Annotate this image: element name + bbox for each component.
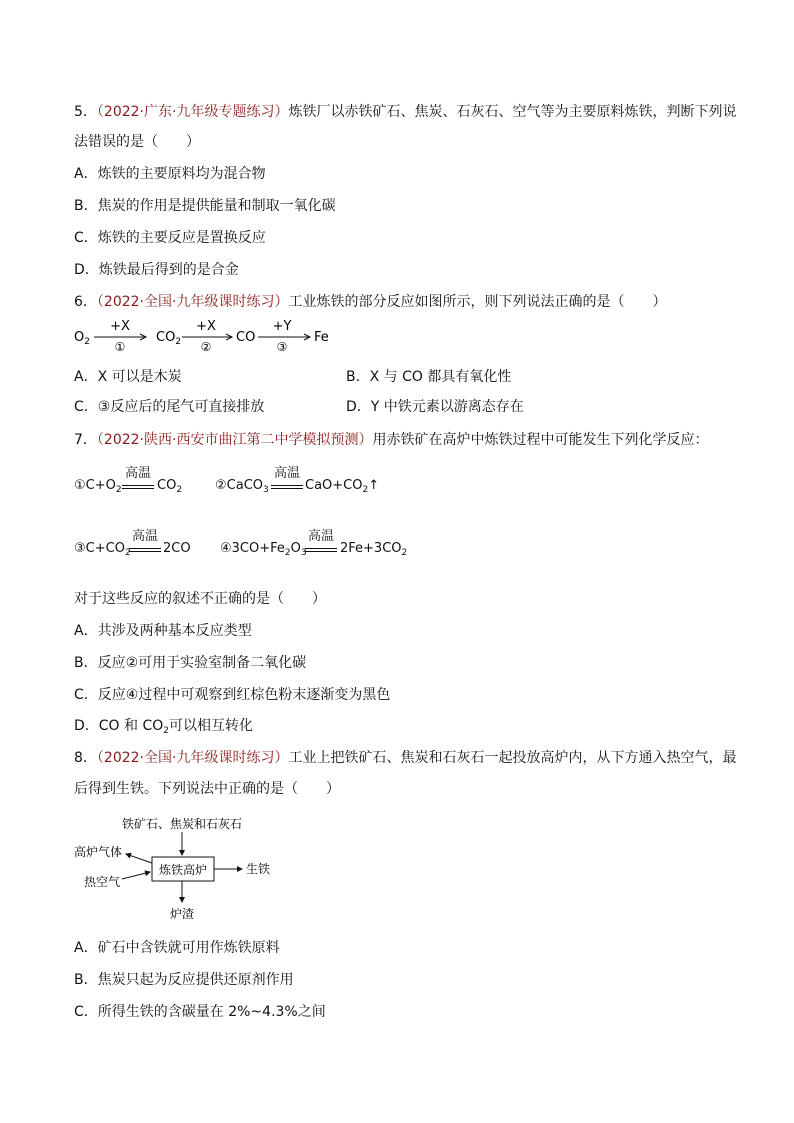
r2-condition: 高温 <box>273 466 300 481</box>
diagram-gas-out: 高炉气体 <box>74 845 123 859</box>
q5-stem-text: 炼铁厂以赤铁矿石、焦炭、石灰石、空气等为主要原料炼铁，判断下列说 <box>288 104 737 120</box>
q5-option-a[interactable]: A．炼铁的主要原料均为混合物 <box>74 166 266 182</box>
q6-option-c[interactable]: C．③反应后的尾气可直接排放 <box>74 399 265 415</box>
r3-lhs: $③C+CO_2$ <box>74 541 131 558</box>
diagram-slag: 炉渣 <box>169 907 195 921</box>
chain-co: CO <box>236 330 256 345</box>
arrow3-top-label: +Y <box>272 319 292 334</box>
air-in-arrow-icon <box>122 872 150 879</box>
q5-source: （2022·广东·九年级专题练习） <box>96 104 289 120</box>
diagram-furnace-label: 炼铁高炉 <box>158 863 208 877</box>
q7-option-b[interactable]: B．反应②可用于实验室制备二氧化碳 <box>74 655 307 671</box>
diagram-top-input: 铁矿石、焦炭和石灰石 <box>121 817 243 831</box>
q6-option-a[interactable]: A．X 可以是木炭 <box>74 369 182 385</box>
q5-stem-line2: 法错误的是（ ） <box>74 134 200 150</box>
arrow3-bottom-label: ③ <box>276 340 288 354</box>
q8-stem-line2: 后得到生铁。下列说法中正确的是（ ） <box>74 781 340 797</box>
r3-equals <box>129 548 161 552</box>
q6-stem <box>74 292 666 312</box>
q8-stem-text: 工业上把铁矿石、焦炭和石灰石一起投放高炉内，从下方通入热空气，最 <box>288 750 737 766</box>
q8-option-a[interactable]: A．矿石中含铁就可用作炼铁原料 <box>74 940 280 956</box>
r3-condition: 高温 <box>131 529 158 544</box>
q6-reaction-chain <box>74 316 354 356</box>
q7-option-c[interactable]: C．反应④过程中可观察到红棕色粉末逐渐变为黑色 <box>74 687 391 703</box>
q5-stem-line1 <box>74 102 736 122</box>
q5-option-d[interactable]: D．炼铁最后得到的是合金 <box>74 262 239 278</box>
chain-o2: $O_2$ <box>74 330 90 347</box>
q8-option-b[interactable]: B．焦炭只起为反应提供还原剂作用 <box>74 972 294 988</box>
arrow2-top-label: +X <box>196 319 216 334</box>
r2-lhs: ②CaCO$_3$ <box>215 478 269 495</box>
r1-condition: 高温 <box>124 466 151 481</box>
q5-option-c[interactable]: C．炼铁的主要反应是置换反应 <box>74 230 266 246</box>
chain-co2: $CO_2$ <box>156 330 182 347</box>
arrow1-top-label: +X <box>110 319 130 334</box>
r2-rhs: $CaO+CO_2↑$ <box>305 478 380 495</box>
q6-option-d[interactable]: D．Y 中铁元素以游离态存在 <box>346 399 524 415</box>
gas-up-arrow-icon: ↑ <box>368 478 380 493</box>
diagram-product: 生铁 <box>246 862 271 876</box>
r4-condition: 高温 <box>307 529 334 544</box>
q7-question: 对于这些反应的叙述不正确的是（ ） <box>74 591 326 607</box>
q5-option-b[interactable]: B．焦炭的作用是提供能量和制取一氧化碳 <box>74 198 336 214</box>
q8-stem-line1 <box>74 748 736 768</box>
q8-source: （2022·全国·九年级课时练习） <box>96 750 289 766</box>
q8-option-c[interactable]: C．所得生铁的含碳量在 2%~4.3%之间 <box>74 1004 326 1020</box>
q6-source: （2022·全国·九年级课时练习） <box>96 294 289 310</box>
q8-furnace-diagram <box>74 812 294 924</box>
q8-number: 8． <box>74 750 97 766</box>
arrow2-bottom-label: ② <box>200 340 212 354</box>
diagram-air-in: 热空气 <box>84 875 121 889</box>
chain-fe: Fe <box>314 330 329 345</box>
r4-lhs: $④3CO+Fe_2O_3$ <box>220 541 307 558</box>
q6-stem-text: 工业炼铁的部分反应如图所示，则下列说法正确的是（ ） <box>288 294 667 310</box>
arrow1-bottom-label: ① <box>114 340 126 354</box>
q5-number: 5． <box>74 104 97 120</box>
r2-equals <box>271 485 303 489</box>
r4-rhs: $2Fe+3CO_2$ <box>340 541 408 558</box>
q6-number: 6． <box>74 294 97 310</box>
q7-option-d[interactable]: D．CO 和 $CO_2$可以相互转化 <box>74 718 254 736</box>
q7-option-a[interactable]: A．共涉及两种基本反应类型 <box>74 623 252 639</box>
r1-lhs: $①C+O_2$ <box>74 478 122 495</box>
r1-equals <box>122 485 154 489</box>
r1-rhs: $CO_2$ <box>157 478 183 495</box>
q7-stem <box>74 430 708 450</box>
q7-number: 7． <box>74 432 97 448</box>
r4-equals <box>305 548 337 552</box>
q7-source: （2022·陕西·西安市曲江第二中学模拟预测） <box>96 432 373 448</box>
q7-stem-text: 用赤铁矿在高炉中炼铁过程中可能发生下列化学反应： <box>372 432 709 448</box>
gas-out-arrow-icon <box>126 854 152 863</box>
r3-rhs: 2CO <box>163 541 191 556</box>
q6-option-b[interactable]: B．X 与 CO 都具有氧化性 <box>346 369 512 385</box>
